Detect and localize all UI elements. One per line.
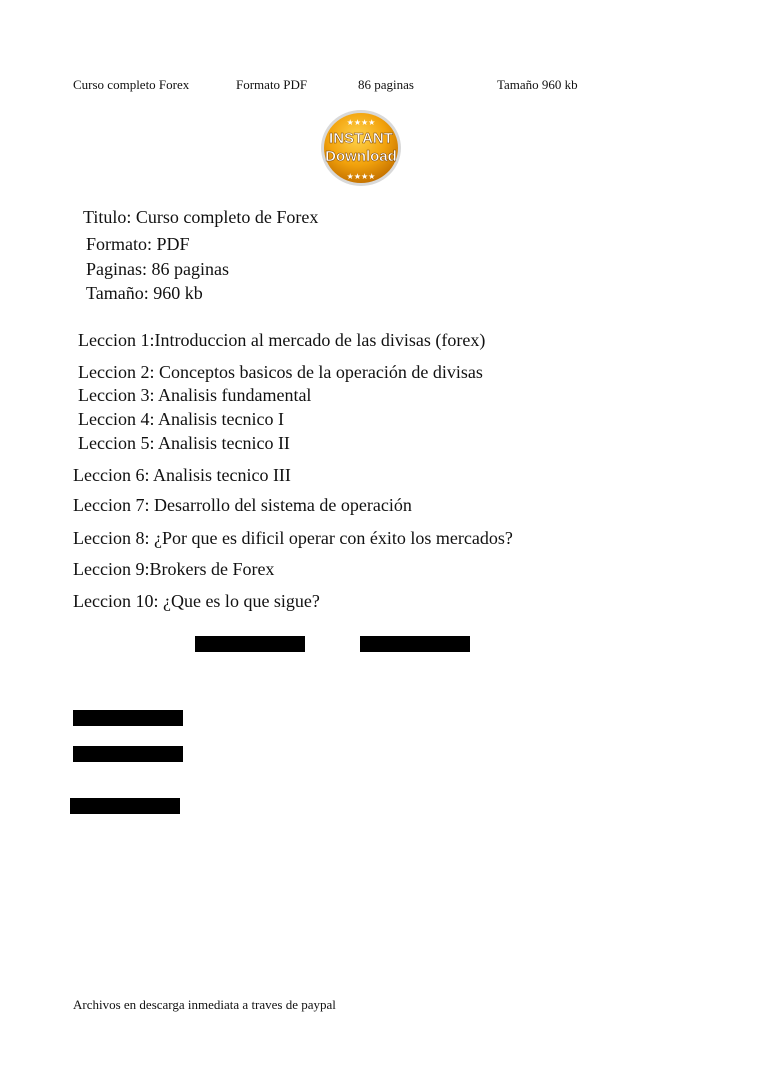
lesson-2: Leccion 2: Conceptos basicos de la operación de divisas — [78, 362, 483, 382]
details-pages: Paginas: 86 paginas — [86, 259, 229, 279]
lesson-7: Leccion 7: Desarrollo del sistema de operación — [73, 495, 412, 515]
header-format: Formato PDF — [236, 77, 308, 92]
details-format: Formato: PDF — [86, 234, 190, 254]
lesson-3: Leccion 3: Analisis fundamental — [78, 385, 312, 405]
svg-text:★★★★: ★★★★ — [346, 172, 376, 181]
header-size: Tamaño 960 kb — [497, 77, 578, 92]
lesson-5: Leccion 5: Analisis tecnico II — [78, 433, 290, 453]
redacted-link-3[interactable] — [73, 710, 183, 726]
header-pages: 86 paginas — [358, 77, 414, 92]
lesson-8: Leccion 8: ¿Por que es dificil operar con éxito los mercados? — [73, 528, 513, 548]
svg-text:★★★★: ★★★★ — [346, 118, 376, 127]
footer-note: Archivos en descarga inmediata a traves de paypal — [73, 997, 336, 1012]
instant-download-icon — [319, 108, 403, 188]
redacted-link-2[interactable] — [360, 636, 470, 652]
redacted-link-1[interactable] — [195, 636, 305, 652]
redacted-link-5[interactable] — [70, 798, 180, 814]
lesson-10: Leccion 10: ¿Que es lo que sigue? — [73, 591, 320, 611]
badge-line2: Download — [325, 148, 397, 165]
header-course: Curso completo Forex — [73, 77, 190, 92]
badge-line1: INSTANT — [329, 130, 393, 147]
lesson-1: Leccion 1:Introduccion al mercado de las divisas (forex) — [78, 330, 486, 350]
lesson-9: Leccion 9:Brokers de Forex — [73, 559, 275, 579]
instant-download-badge[interactable] — [319, 108, 403, 188]
details-size: Tamaño: 960 kb — [86, 283, 203, 303]
redacted-link-4[interactable] — [73, 746, 183, 762]
lesson-4: Leccion 4: Analisis tecnico I — [78, 409, 284, 429]
lesson-6: Leccion 6: Analisis tecnico III — [73, 465, 291, 485]
details-title: Titulo: Curso completo de Forex — [83, 207, 319, 227]
